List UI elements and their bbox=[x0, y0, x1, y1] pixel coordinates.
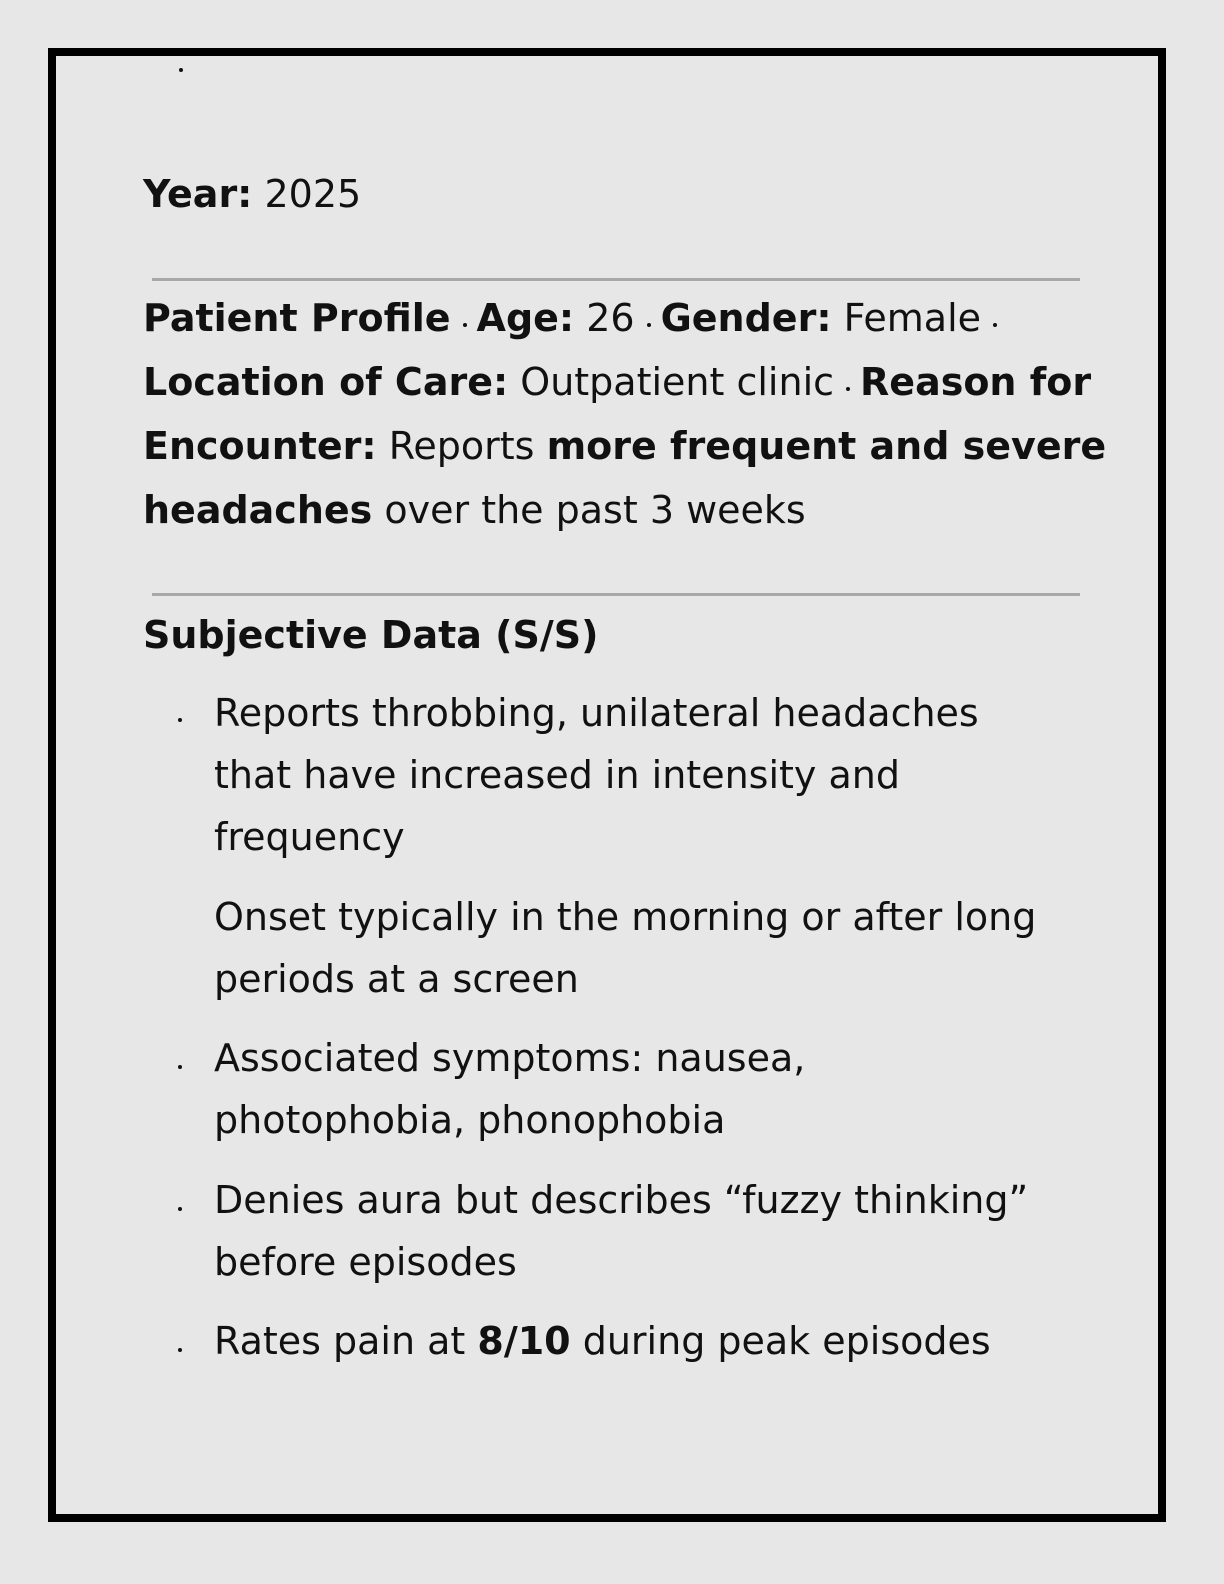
pain-rating-value: 8/10 bbox=[477, 1319, 571, 1363]
age-label: Age: bbox=[476, 296, 575, 340]
subjective-heading bbox=[143, 603, 598, 667]
bullet-dot bbox=[178, 1348, 182, 1352]
bullet-dot bbox=[178, 1207, 182, 1211]
list-item-line: Reports throbbing, unilateral headaches bbox=[214, 691, 979, 735]
separator-dot bbox=[993, 323, 997, 327]
list-item-line: Onset typically in the morning or after long bbox=[214, 895, 1037, 939]
section-divider bbox=[152, 593, 1080, 596]
reason-text: over the past 3 weeks bbox=[384, 488, 806, 532]
reason-label-part1: Reason for bbox=[860, 360, 1092, 404]
list-item-line: frequency bbox=[214, 815, 405, 859]
separator-dot bbox=[647, 323, 651, 327]
reason-text: Reports bbox=[388, 424, 535, 468]
bullet-dot bbox=[178, 1065, 182, 1069]
list-item-line: periods at a screen bbox=[214, 957, 579, 1001]
separator-dot bbox=[463, 323, 467, 327]
patient-profile-line-3 bbox=[143, 414, 1106, 478]
year-label: Year: bbox=[143, 172, 253, 216]
reason-emphasis: more frequent and severe bbox=[546, 424, 1107, 468]
year-line bbox=[143, 162, 361, 226]
list-item-line bbox=[214, 1309, 991, 1373]
patient-profile-line-4 bbox=[143, 478, 806, 542]
separator-dot bbox=[846, 387, 850, 391]
list-item-line: before episodes bbox=[214, 1240, 517, 1284]
pain-rating-suffix: during peak episodes bbox=[582, 1319, 991, 1363]
stray-bullet-dot bbox=[179, 68, 183, 72]
list-item-line: photophobia, phonophobia bbox=[214, 1098, 726, 1142]
gender-label: Gender: bbox=[660, 296, 832, 340]
location-label: Location of Care: bbox=[143, 360, 509, 404]
subjective-heading-text: Subjective Data (S/S) bbox=[143, 613, 599, 657]
location-value: Outpatient clinic bbox=[520, 360, 835, 404]
age-value: 26 bbox=[586, 296, 635, 340]
gender-value: Female bbox=[843, 296, 982, 340]
year-value: 2025 bbox=[264, 172, 362, 216]
list-item-line: Denies aura but describes “fuzzy thinking” bbox=[214, 1178, 1029, 1222]
reason-emphasis: headaches bbox=[143, 488, 373, 532]
reason-label-part2: Encounter: bbox=[143, 424, 377, 468]
patient-profile-line-2 bbox=[143, 350, 1091, 414]
section-divider bbox=[152, 278, 1080, 281]
pain-rating-prefix: Rates pain at bbox=[214, 1319, 466, 1363]
patient-profile-line-1 bbox=[143, 286, 1007, 350]
bullet-dot bbox=[178, 718, 182, 722]
list-item-line: that have increased in intensity and bbox=[214, 753, 900, 797]
list-item-line: Associated symptoms: nausea, bbox=[214, 1036, 806, 1080]
patient-profile-heading: Patient Profile bbox=[143, 296, 451, 340]
